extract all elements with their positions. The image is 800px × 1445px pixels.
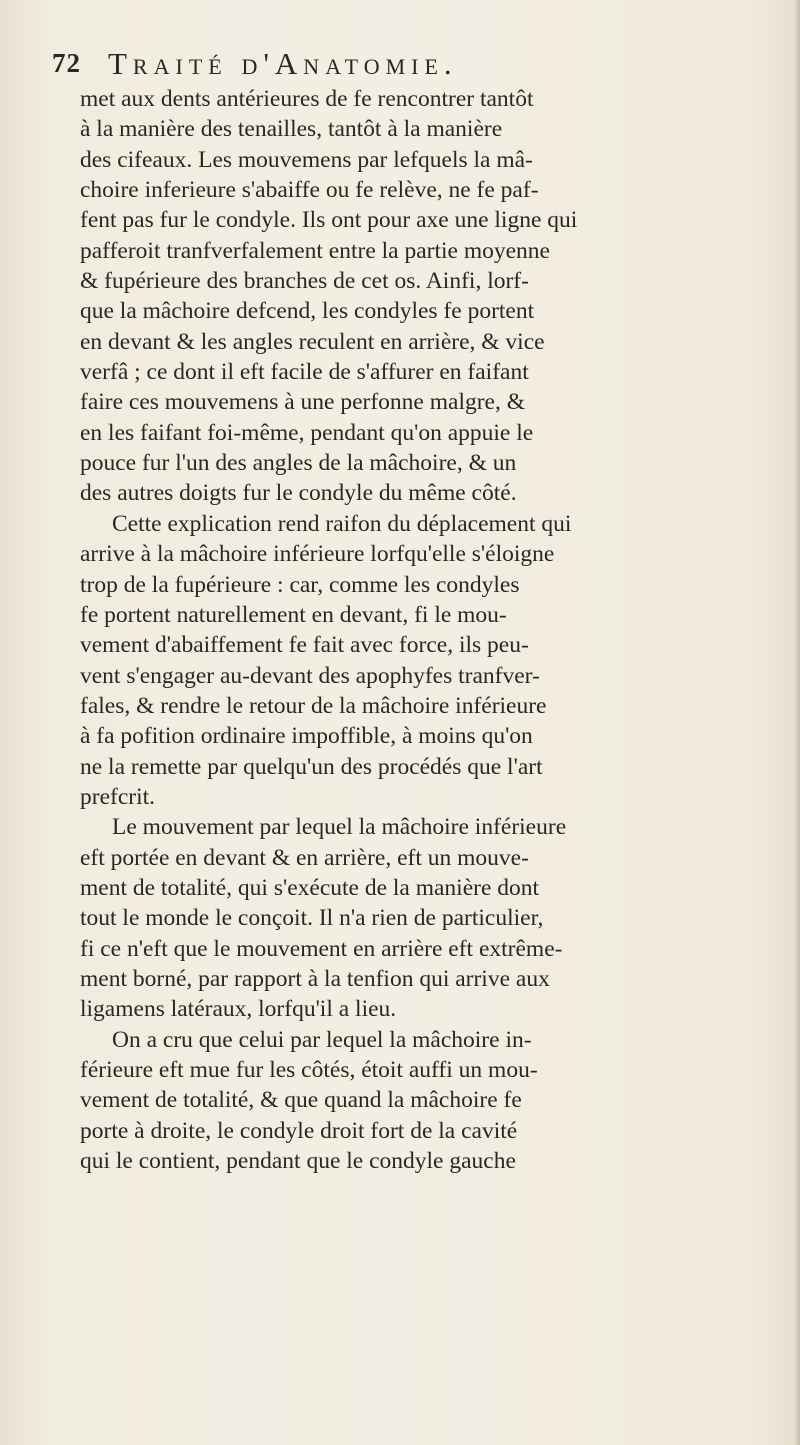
text-line: prefcrit. xyxy=(80,783,156,810)
paragraph-start-line: Le mouvement par lequel la mâchoire inférieure xyxy=(112,814,567,841)
page-header xyxy=(52,44,692,84)
paragraph-start-line: Cette explication rend raifon du déplacement qui xyxy=(112,510,572,537)
paragraph-start-line: On a cru que celui par lequel la mâchoire in- xyxy=(112,1026,532,1053)
text-line: arrive à la mâchoire inférieure lorfqu'elle s'éloigne xyxy=(80,541,555,568)
text-line: fe portent naturellement en devant, fi le mou- xyxy=(80,601,507,628)
text-line: ment de totalité, qui s'exécute de la manière dont xyxy=(80,874,540,901)
text-line: en devant & les angles reculent en arrière, & vice xyxy=(80,328,545,355)
text-line: ment borné, par rapport à la tenfion qui arrive aux xyxy=(80,965,550,992)
text-line: que la mâchoire defcend, les condyles fe portent xyxy=(80,298,535,325)
text-line: des cifeaux. Les mouvemens par lefquels la mâ- xyxy=(80,146,533,173)
text-line: à la manière des tenailles, tantôt à la manière xyxy=(80,116,503,143)
text-line: met aux dents antérieures de fe rencontrer tantôt xyxy=(80,86,534,112)
text-line: vent s'engager au-devant des apophyfes tranfver- xyxy=(80,662,540,689)
text-line: qui le contient, pendant que le condyle gauche xyxy=(80,1148,516,1175)
text-line: & fupérieure des branches de cet os. Ainfi, lorf- xyxy=(80,268,529,295)
running-title: Traité d'Anatomie. xyxy=(108,46,458,81)
text-line: férieure eft mue fur les côtés, étoit auffi un mou- xyxy=(80,1057,538,1083)
text-line: des autres doigts fur le condyle du même côté. xyxy=(80,480,517,507)
text-line: tout le monde le conçoit. Il n'a rien de particulier, xyxy=(80,905,544,932)
text-line: à fa pofition ordinaire impoffible, à moins qu'on xyxy=(80,723,533,750)
text-line: ne la remette par quelqu'un des procédés que l'art xyxy=(80,753,543,780)
text-line: fales, & rendre le retour de la mâchoire inférieure xyxy=(80,692,547,719)
text-line: pouce fur l'un des angles de la mâchoire, & un xyxy=(80,450,517,477)
text-line: vement d'abaiffement fe fait avec force, ils peu- xyxy=(80,632,529,659)
text-line: vement de totalité, & que quand la mâchoire fe xyxy=(80,1087,522,1114)
text-line: faire ces mouvemens à une perfonne malgre, & xyxy=(80,389,526,416)
text-line: en les faifant foi-même, pendant qu'on appuie le xyxy=(80,419,534,446)
text-line: verfâ ; ce dont il eft facile de s'affurer en faifant xyxy=(80,359,529,386)
body-text xyxy=(80,84,752,1176)
page-edge-shadow xyxy=(794,0,800,1445)
text-line: choire inferieure s'abaiffe ou fe relève, ne fe paf- xyxy=(80,177,539,204)
text-line: pafferoit tranfverfalement entre la partie moyenne xyxy=(80,237,550,264)
text-line: eft portée en devant & en arrière, eft un mouve- xyxy=(80,844,529,871)
page-number: 72 xyxy=(52,48,81,78)
text-line: fent pas fur le condyle. Ils ont pour axe une ligne qui xyxy=(80,207,578,234)
text-line: trop de la fupérieure : car, comme les condyles xyxy=(80,571,520,598)
text-line: fi ce n'eft que le mouvement en arrière eft extrême- xyxy=(80,935,563,962)
text-line: ligamens latéraux, lorfqu'il a lieu. xyxy=(80,996,397,1023)
text-line: porte à droite, le condyle droit fort de la cavité xyxy=(80,1117,518,1144)
